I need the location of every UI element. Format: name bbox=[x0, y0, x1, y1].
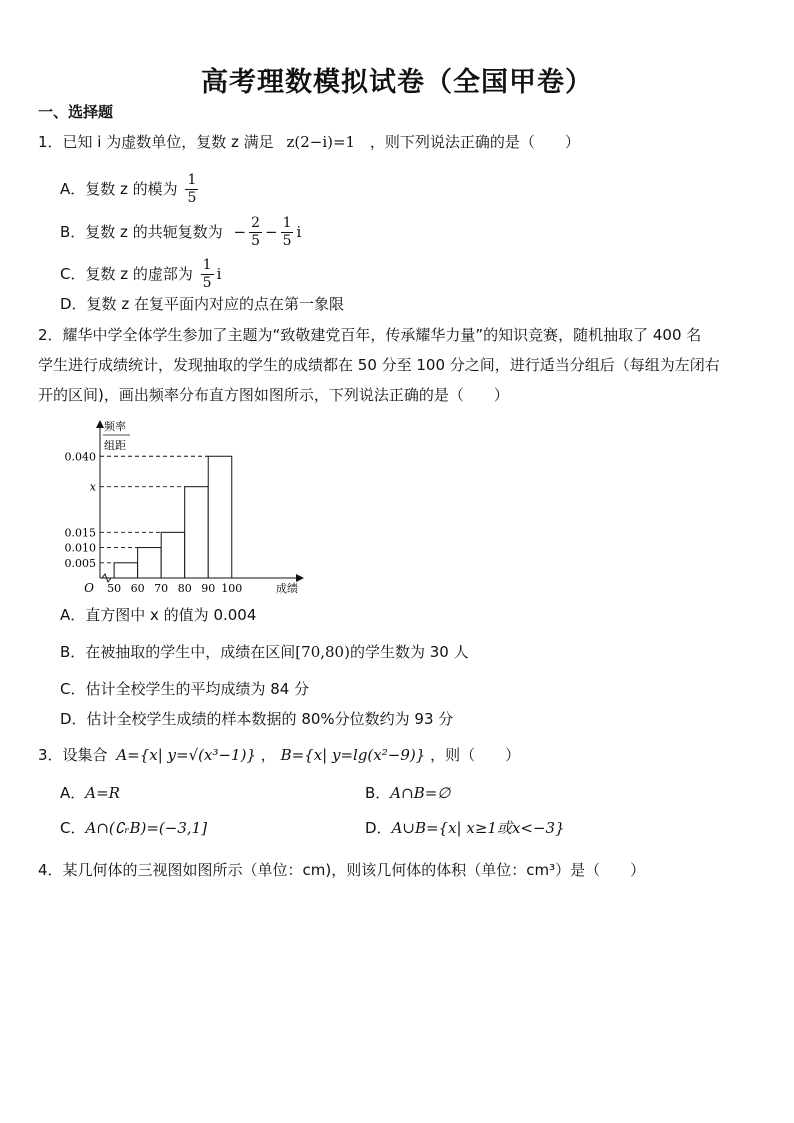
q2-option-a: A．直方图中 x 的值为 0.004 bbox=[60, 606, 257, 624]
fraction-numerator: 1 bbox=[282, 215, 292, 231]
q2-stem-line-2: 学生进行成绩统计，发现抽取的学生的成绩都在 50 分至 100 分之间，进行适当分组后（每组为左闭右 bbox=[38, 356, 720, 374]
y-tick-label: 0.010 bbox=[64, 541, 96, 555]
imaginary-unit: i bbox=[216, 265, 222, 283]
option-label: C． bbox=[60, 819, 86, 837]
q3-stem bbox=[38, 745, 520, 765]
x-tick-label: 100 bbox=[221, 582, 243, 595]
x-tick-label: 80 bbox=[177, 582, 192, 595]
section-heading: 一、选择题 bbox=[38, 103, 114, 121]
fraction-denominator: 5 bbox=[202, 275, 212, 291]
q3-option-a-expr: A=R bbox=[85, 784, 120, 802]
q1-option-c-fraction bbox=[201, 257, 214, 292]
histogram-bar bbox=[114, 563, 138, 578]
imaginary-unit: i bbox=[296, 223, 302, 241]
q1-option-a-fraction bbox=[185, 172, 198, 207]
q1-condition: z(2−i)=1 bbox=[286, 133, 356, 151]
q3-option-c-expr: A∩(∁ᵣB)=(−3,1] bbox=[85, 819, 208, 837]
q1-option-b bbox=[60, 215, 301, 250]
x-tick-label: 70 bbox=[154, 582, 169, 595]
q3-separator: ， bbox=[260, 746, 276, 764]
x-tick-label: 50 bbox=[107, 582, 122, 595]
q1-option-b-fraction-1 bbox=[249, 215, 262, 250]
q1-option-d: D．复数 z 在复平面内对应的点在第一象限 bbox=[60, 295, 344, 313]
q3-option-b bbox=[365, 783, 450, 803]
question-1-stem bbox=[38, 132, 580, 152]
q1-stem-suffix: ，则下列说法正确的是（ ） bbox=[369, 133, 580, 151]
fraction-numerator: 1 bbox=[187, 172, 197, 188]
q1-option-c-text: C．复数 z 的虚部为 bbox=[60, 265, 193, 283]
histogram-bar bbox=[138, 548, 162, 578]
q3-option-d-expr: A∪B={x| x≥1或x<−3} bbox=[391, 819, 565, 837]
q2-option-c: C．估计全校学生的平均成绩为 84 分 bbox=[60, 680, 310, 698]
q1-option-b-text: B．复数 z 的共轭复数为 bbox=[60, 223, 223, 241]
x-tick-label: 90 bbox=[201, 582, 216, 595]
q4-stem: 4．某几何体的三视图如图所示（单位：cm)，则该几何体的体积（单位：cm³）是（ ） bbox=[38, 861, 646, 879]
minus-sign: − bbox=[264, 223, 278, 241]
page-title: 高考理数模拟试卷（全国甲卷） bbox=[201, 67, 593, 98]
q1-option-a-text: A．复数 z 的模为 bbox=[60, 180, 178, 198]
y-axis-label-bottom: 组距 bbox=[104, 439, 126, 452]
histogram-bar bbox=[208, 456, 232, 578]
y-tick-label: x bbox=[89, 480, 96, 494]
q1-option-b-fraction-2 bbox=[281, 215, 294, 250]
q3-stem-text: 3．设集合 bbox=[38, 746, 108, 764]
q2-option-b-text: B．在被抽取的学生中，成绩在区间 bbox=[60, 643, 296, 661]
fraction-denominator: 5 bbox=[251, 233, 260, 249]
q2-stem-line-1: 2．耀华中学全体学生参加了主题为“致敬建党百年，传承耀华力量”的知识竞赛，随机抽取了 400 名 bbox=[38, 326, 702, 344]
fraction-numerator: 2 bbox=[251, 215, 260, 231]
q3-option-a bbox=[60, 783, 120, 803]
option-label: B． bbox=[365, 784, 391, 802]
q1-stem-text: 1．已知 i 为虚数单位，复数 z 满足 bbox=[38, 133, 274, 151]
frequency-histogram bbox=[55, 418, 298, 595]
histogram-bars bbox=[100, 456, 232, 578]
q3-option-c bbox=[60, 818, 207, 838]
q2-stem-line-3: 开的区间)，画出频率分布直方图如图所示，下列说法正确的是（ ） bbox=[38, 386, 509, 404]
origin-label: O bbox=[84, 581, 94, 595]
option-label: A． bbox=[60, 784, 86, 802]
y-tick-label: 0.015 bbox=[64, 526, 96, 540]
q2-option-b-suffix: 的学生数为 30 人 bbox=[349, 643, 469, 661]
q1-option-c bbox=[60, 257, 221, 292]
q3-set-b: B={x| y=lg(x²−9)} bbox=[280, 746, 426, 764]
histogram-bar bbox=[161, 532, 185, 578]
fraction-denominator: 5 bbox=[187, 190, 197, 206]
fraction-denominator: 5 bbox=[282, 233, 292, 249]
q2-option-d: D．估计全校学生成绩的样本数据的 80%分位数约为 93 分 bbox=[60, 710, 454, 728]
y-axis-label-top: 频率 bbox=[104, 420, 126, 433]
fraction-numerator: 1 bbox=[202, 257, 212, 273]
q3-option-d bbox=[365, 818, 565, 838]
x-tick-label: 60 bbox=[130, 582, 145, 595]
q2-option-b bbox=[60, 642, 469, 662]
y-tick-label: 0.005 bbox=[64, 556, 96, 570]
minus-sign: − bbox=[233, 223, 247, 241]
q3-stem-suffix: ，则（ ） bbox=[430, 746, 521, 764]
q2-option-b-interval: [70,80) bbox=[295, 643, 350, 661]
x-axis-label: 成绩 bbox=[276, 582, 298, 595]
q3-option-b-expr: A∩B=∅ bbox=[390, 784, 451, 802]
option-label: D． bbox=[365, 819, 392, 837]
q3-set-a: A={x| y=√(x³−1)} bbox=[116, 746, 256, 764]
y-tick-label: 0.040 bbox=[64, 450, 96, 464]
q1-option-a bbox=[60, 172, 201, 207]
histogram-bar bbox=[185, 487, 209, 578]
